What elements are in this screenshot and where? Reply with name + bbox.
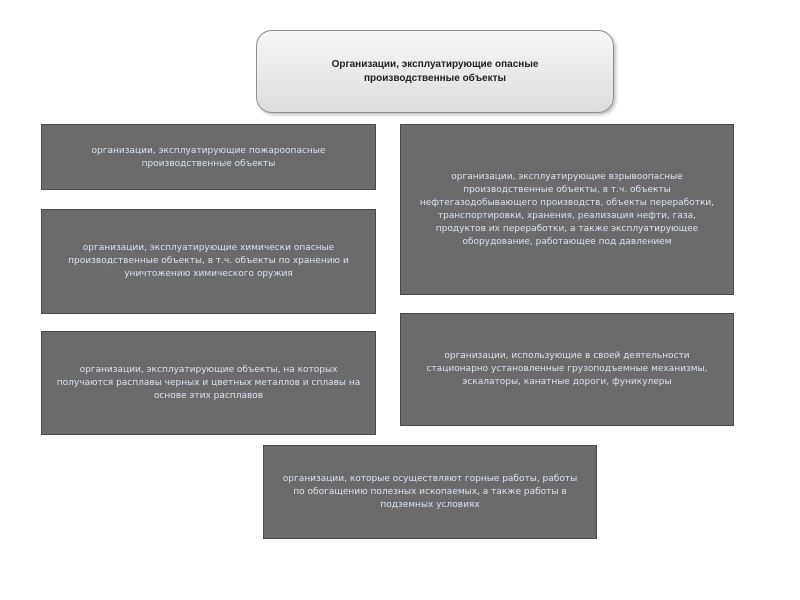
box-lifting-mechanisms	[400, 313, 734, 426]
box-fire-hazard	[41, 124, 376, 190]
box-explosion-hazard-text: организации, эксплуатирующие взрывоопасные производственные объекты, в т.ч. объекты нефтегазодобывающего производств, объекты переработки, транспортировки, хранения, реализация нефти, газа, продуктов их переработки, а также эксплуатирующее оборудование, работающее под давлением	[419, 171, 715, 247]
box-fire-hazard-text: организации, эксплуатирующие пожароопасные производственные объекты	[91, 146, 326, 169]
box-mining-text: организации, которые осуществляют горные работы, работы по обогащению полезных ископаемых, а также работы в подземных условиях	[282, 473, 578, 510]
box-mining	[263, 445, 597, 539]
box-chemical-hazard-text: организации, эксплуатирующие химически опасные производственные объекты, в т.ч. объекты по хранению и уничтожению химического оружия	[68, 243, 349, 279]
header-box	[256, 30, 614, 113]
box-metal-melts-text: организации, эксплуатирующие объекты, на которых получаются расплавы черных и цветных металлов и сплавы на основе этих расплавов	[56, 364, 361, 401]
box-explosion-hazard	[400, 124, 734, 295]
box-chemical-hazard	[41, 209, 376, 314]
header-title: Организации, эксплуатирующие опасные производственные объекты	[331, 58, 539, 84]
box-lifting-mechanisms-text: организации, использующие в своей деятельности стационарно установленные грузоподъемные механизмы, эскалаторы, канатные дороги, фуникулеры	[426, 351, 708, 387]
box-metal-melts	[41, 331, 376, 435]
